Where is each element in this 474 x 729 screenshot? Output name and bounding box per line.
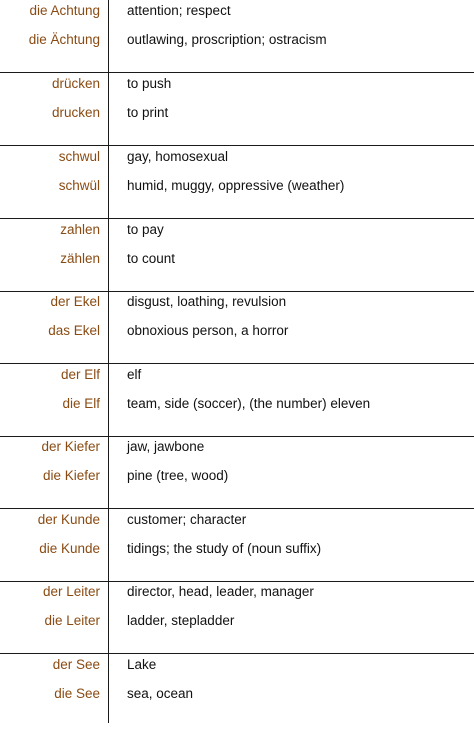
- english-meaning: Lake: [127, 657, 157, 672]
- german-word: schwul: [58, 149, 100, 164]
- english-meaning: outlawing, proscription; ostracism: [127, 32, 327, 47]
- word-pair-group: [0, 219, 474, 292]
- german-word: schwül: [58, 178, 100, 193]
- english-meaning: disgust, loathing, revulsion: [127, 294, 287, 309]
- word-pair-group: [0, 581, 474, 654]
- english-meaning: team, side (soccer), (the number) eleven: [127, 396, 371, 411]
- german-word: die Achtung: [29, 3, 100, 18]
- german-word: zählen: [60, 251, 100, 266]
- english-meaning: attention; respect: [127, 3, 231, 18]
- german-word: drücken: [51, 76, 100, 91]
- word-pair-group: [0, 509, 474, 582]
- german-word: der Kunde: [37, 512, 100, 527]
- german-word: die Elf: [62, 396, 100, 411]
- german-word: der Leiter: [42, 584, 100, 599]
- english-meaning: customer; character: [127, 512, 247, 527]
- english-meaning: humid, muggy, oppressive (weather): [127, 178, 345, 193]
- german-word: die Ächtung: [28, 32, 100, 47]
- german-word: die See: [54, 686, 100, 701]
- english-meaning: director, head, leader, manager: [127, 584, 314, 599]
- word-pair-group: [0, 654, 474, 729]
- column-divider: [108, 0, 109, 723]
- english-meaning: tidings; the study of (noun suffix): [127, 541, 322, 556]
- german-word: zahlen: [60, 222, 100, 237]
- word-pair-group: [0, 73, 474, 146]
- english-meaning: jaw, jawbone: [127, 439, 205, 454]
- german-word: die Kunde: [39, 541, 100, 556]
- german-word: drucken: [51, 105, 100, 120]
- english-meaning: to count: [127, 251, 176, 266]
- english-meaning: elf: [127, 367, 142, 382]
- word-pair-group: [0, 291, 474, 364]
- german-word: der Kiefer: [41, 439, 100, 454]
- english-meaning: ladder, stepladder: [127, 613, 235, 628]
- german-word: die Leiter: [44, 613, 100, 628]
- german-word: das Ekel: [48, 323, 100, 338]
- english-meaning: to pay: [127, 222, 164, 237]
- word-pair-group: [0, 436, 474, 509]
- german-word: der Ekel: [50, 294, 100, 309]
- german-word: der See: [52, 657, 100, 672]
- english-meaning: pine (tree, wood): [127, 468, 229, 483]
- word-pair-group: [0, 364, 474, 437]
- english-meaning: to print: [127, 105, 169, 120]
- word-pair-group: [0, 0, 474, 73]
- english-meaning: sea, ocean: [127, 686, 194, 701]
- word-pair-group: [0, 146, 474, 219]
- german-word: der Elf: [60, 367, 100, 382]
- english-meaning: obnoxious person, a horror: [127, 323, 289, 338]
- german-word: die Kiefer: [42, 468, 100, 483]
- english-meaning: gay, homosexual: [127, 149, 229, 164]
- english-meaning: to push: [127, 76, 172, 91]
